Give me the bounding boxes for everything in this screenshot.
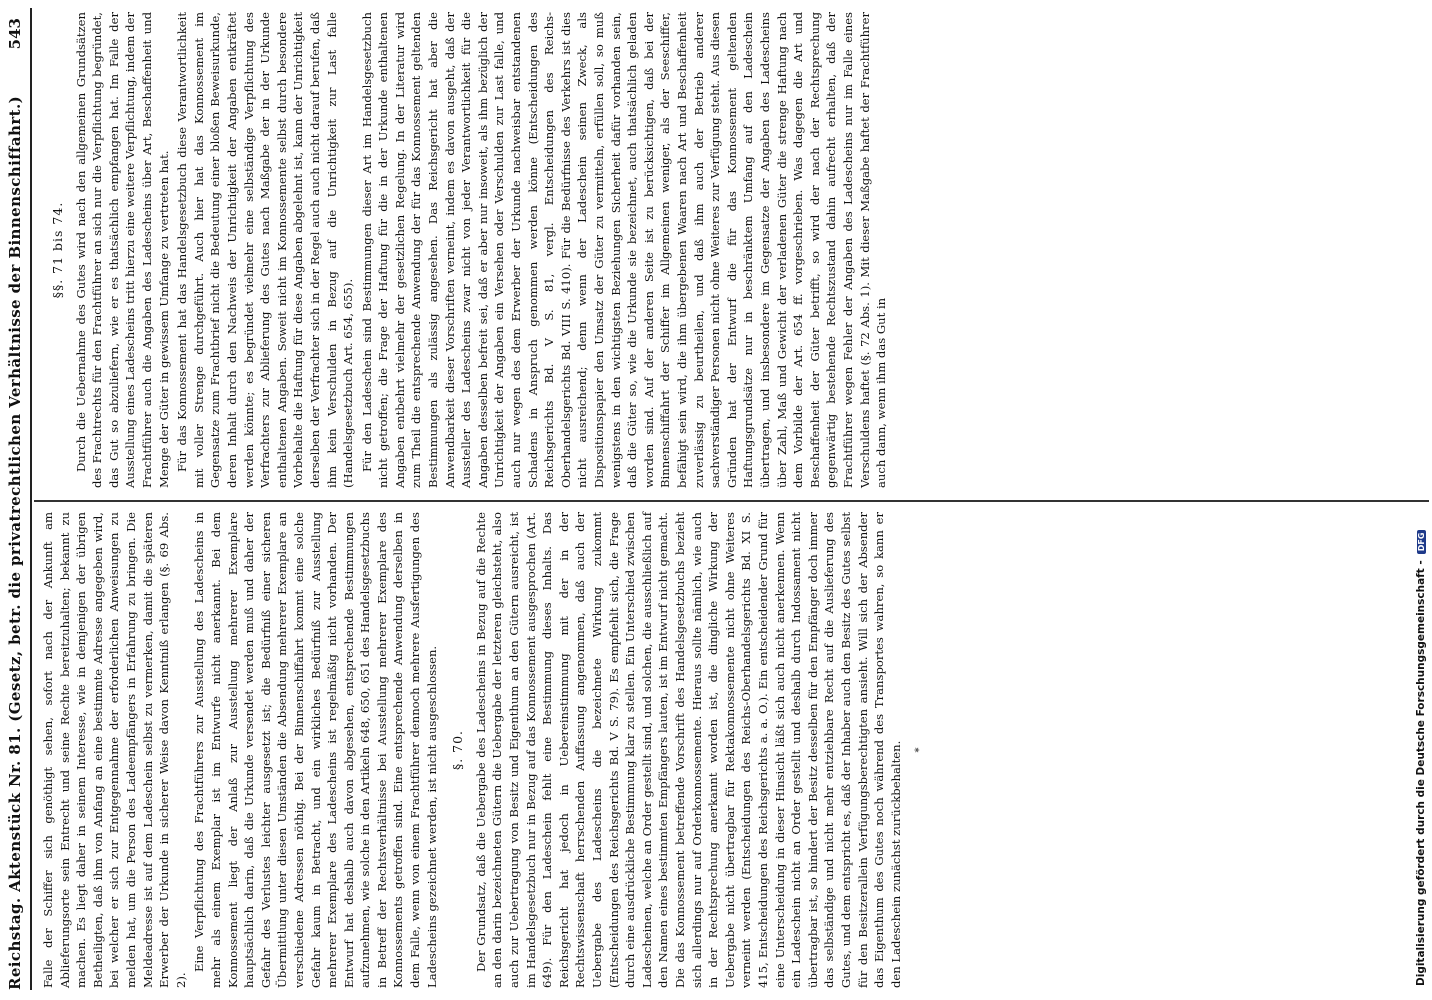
section-heading: §§. 71 bis 74.: [50, 201, 65, 299]
column-divider: [34, 500, 1429, 502]
header-rule: [30, 8, 32, 990]
dfg-logo-icon: DFG: [1417, 530, 1426, 555]
right-column: [40, 12, 892, 488]
paragraph: Eine Verpflichtung des Frachtführers zur Ausstellung des Ladescheins in mehr als einem Exemplar ist im Entwurfe nicht anerkannt. Bei dem Konnossement liegt der Anlaß zur Ausstellung mehrerer Exemplare hauptsächlich darin, daß die Urkunde versendet werden muß und daher der Gefahr des Verlustes leichter ausgesetzt ist; die Bedürfniß einer sicheren Übermittlung unter diesen Umständen die Absendung mehrerer Exemplare an verschiedene Adressen nöthig. Bei der Binnenschiffahrt kommt eine solche Gefahr kaum in Betracht, und ein wirkliches Bedürfniß zur Ausstellung mehrerer Exemplare des Ladescheins ist regelmäßig nicht vorhanden. Der Entwurf hat deshalb auch davon abgesehen, entsprechende Bestimmungen aufzunehmen, wie solche in den Artikeln 648, 650, 651 des Handelsgesetzbuchs in Betreff der Rechtsverhältnisse bei Ausstellung mehrerer Exemplare des Konnossements getroffen sind. Eine entsprechende Anwendung derselben in dem Falle, wenn von einem Frachtführer dennoch mehrere Ausfertigungen des Ladescheins gezeichnet werden, ist nicht ausgeschlossen.: [192, 512, 439, 988]
page-header: [0, 0, 30, 1000]
marker: *: [914, 747, 926, 753]
paragraph: Durch die Uebernahme des Gutes wird nach den allgemeinen Grundsätzen des Frachtrechts für den Frachtführer an sich nur die Verpflichtung begründet, das Gut so abzuliefern, wie er es thatsächlich empfangen hat. Im Falle der Ausstellung eines Ladescheins tritt hierzu eine weitere Verpflichtung, indem der Frachtführer auch die Angaben des Ladescheins über Art, Beschaffenheit und Menge der Güter in gewissem Umfange zu vertreten hat.: [73, 12, 171, 488]
section-heading: §. 70.: [450, 729, 466, 771]
left-column: [40, 512, 937, 988]
page-number: 543: [6, 18, 24, 50]
running-title: Reichstag. Aktenstück Nr. 81. (Gesetz, betr. die privatrechtlichen Verhältnisse der Binnenschiffahrt.): [6, 95, 24, 990]
paragraph: Für das Konnossement hat das Handelsgesetzbuch diese Verantwortlichkeit mit voller Strenge durchgeführt. Auch hier hat das Konnossement im Gegensatze zum Frachtbrief nicht die Bedeutung einer bloßen Beweisurkunde, deren Inhalt durch den Nachweis der Unrichtigkeit der Angaben entkräftet werden könnte; es begründet vielmehr eine selbständige Verpflichtung des Verfrachters zur Ablieferung des Gutes nach Maßgabe der in der Urkunde enthaltenen Angaben. Soweit nicht im Konnossemente selbst durch besondere Vorbehalte die Haftung für diese Angaben abgelehnt ist, kann der Unrichtigkeit derselben der Verfrachter sich in der Regel auch auch nicht darauf berufen, daß ihm kein Verschulden in Bezug auf die Unrichtigkeit zur Last falle (Handelsgesetzbuch Art. 654, 655).: [175, 12, 356, 488]
paragraph: Falle der Schiffer sich genöthigt sehen, sofort nach der Ankunft am Ablieferungsorte sein Entrecht und seine Rechte bereitzuhalten; bekannt zu machen. Es liegt daher in seinem Interesse, wie in demjenigen der übrigen Betheiligten, daß ihm von Anfang an eine bestimmte Adresse angegeben wird, bei welcher er sich zur Entgegennahme der erforderlichen Anweisungen zu melden hat, um die Person des Ladeempfängers in Erfahrung zu bringen. Die Meldeadresse ist auf dem Ladeschein selbst zu vermerken, damit die späteren Erwerber der Urkunde in sicherer Weise davon Kenntniß erlangen (§. 69 Abs. 2).: [41, 512, 188, 988]
attribution-text: Digitalisierung gefördert durch die Deutsche Forschungsgemeinschaft -: [1415, 560, 1427, 986]
attribution-strip: [1410, 0, 1432, 1000]
paragraph: Für den Ladeschein sind Bestimmungen dieser Art im Handelsgesetzbuch nicht getroffen; die Frage der Haftung für die in der Urkunde enthaltenen Angaben entbehrt vielmehr der gesetzlichen Regelung. In der Literatur wird zum Theil die entsprechende Anwendung der für das Konnossement geltenden Bestimmungen als zulässig angesehen. Das Reichsgericht hat aber die Anwendbarkeit dieser Vorschriften verneint, indem es davon ausgeht, daß der Aussteller des Ladescheins zwar nicht von jeder Verantwortlichkeit für die Angaben desselben befreit sei, daß er aber nur insoweit, als ihm bezüglich der Unrichtigkeit der Angaben ein Versehen oder Verschulden zur Last falle, und auch nur wegen des dem Erwerber der Urkunde nachweisbar entstandenen Schadens in Anspruch genommen werden könne (Entscheidungen des Reichsgerichts Bd. V S. 81, vergl. Entscheidungen des Reichs-Oberhandelsgerichts Bd. VIII S. 410). Für die Bedürfnisse des Verkehrs ist dies nicht ausreichend; denn wenn der Ladeschein seinen Zweck, als Dispositionspapier den Umsatz der Güter zu vermitteln, erfüllen soll, so muß wenigstens in den wichtigsten Beziehungen Sicherheit dafür vorhanden sein, daß die Güter so, wie die Urkunde sie bezeichnet, auch thatsächlich geladen worden sind. Auf der anderen Seite ist zu berücksichtigen, daß bei der Binnenschiffahrt der Schiffer im Allgemeinen weniger, als der Seeschiffer, befähigt sein wird, die ihm übergebenen Waaren nach Art und Beschaffenheit zuverlässig zu beurtheilen, und daß ihm auch der Betrieb anderer sachverständiger Personen nicht ohne Weiteres zur Verfügung steht. Aus diesen Gründen hat der Entwurf die für das Konnossement geltenden Haftungsgrundsätze nur in beschränktem Umfang auf den Ladeschein übertragen, und insbesondere im Gegensatze der Angaben des Ladescheins über Zahl, Maß und Gewicht der verladenen Güter die strenge Haftung nach dem Vorbilde der Art. 654 ff. vorgeschrieben. Was dagegen die Art und Beschaffenheit der Güter betrifft, so wird der nach der Rechtsprechung gegenwärtig bestehende Rechtszustand dahin aufrecht erhalten, daß der Frachtführer wegen Fehler der Angaben des Ladescheins nur im Falle eines Verschuldens haftet (§. 72 Abs. 1). Mit dieser Maßgabe haftet der Frachtführer auch dann, wenn ihm das Gut in: [359, 12, 889, 488]
paragraph: Der Grundsatz, daß die Uebergabe des Ladescheins in Bezug auf die Rechte an den darin bezeichneten Gütern die Uebergabe der letzteren gleichsteht, also auch zur Uebertragung von Besitz und Eigenthum an den Gütern ausreicht, ist im Handelsgesetzbuch nur in Bezug auf das Konnossement ausgesprochen (Art. 649). Für den Ladeschein fehlt eine Bestimmung dieses Inhalts. Das Reichsgericht hat jedoch in Uebereinstimmung mit der in der Rechtswissenschaft herrschenden Auffassung angenommen, daß auch der Uebergabe des Ladescheins die bezeichnete Wirkung zukommt (Entscheidungen des Reichsgerichts Bd. V S. 79). Es empfiehlt sich, die Frage durch eine ausdrückliche Bestimmung klar zu stellen. Ein Unterschied zwischen Ladescheinen, welche an Order gestellt sind, und solchen, die ausschließlich auf den Namen eines bestimmten Empfängers lauten, ist im Entwurf nicht gemacht. Die das Konnossement betreffende Vorschrift des Handelsgesetzbuchs bezieht sich allerdings nur auf Orderkonnossemente. Hieraus sollte nämlich, wie auch in der Rechtsprechung anerkannt worden ist, die dingliche Wirkung der Uebergabe nicht übertragbar für Rektakonnossemente nicht ohne Weiteres verneint werden (Entscheidungen des Reichs-Oberhandelsgerichts Bd. XI S. 415, Entscheidungen des Reichsgerichts a. a. O.). Ein entscheidender Grund für eine Unterscheidung in dieser Hinsicht läßt sich auch nicht anerkennen. Wenn ein Ladeschein nicht an Order gestellt und deshalb durch Indossament nicht übertragbar ist, so hindert der Besitz desselben für den Empfänger doch immer das selbständige und nicht mehr entziehbare Recht auf die Auslieferung des Gutes, und dem entspricht es, daß der Inhaber auch den Besitz des Gutes selbst für den Besitzerallein Verfügungsberechtigten ansieht. Will sich der Absender das Eigenthum des Gutes noch während des Transportes wahren, so kann er den Ladeschein zunächst zurückbehalten.: [473, 512, 903, 988]
